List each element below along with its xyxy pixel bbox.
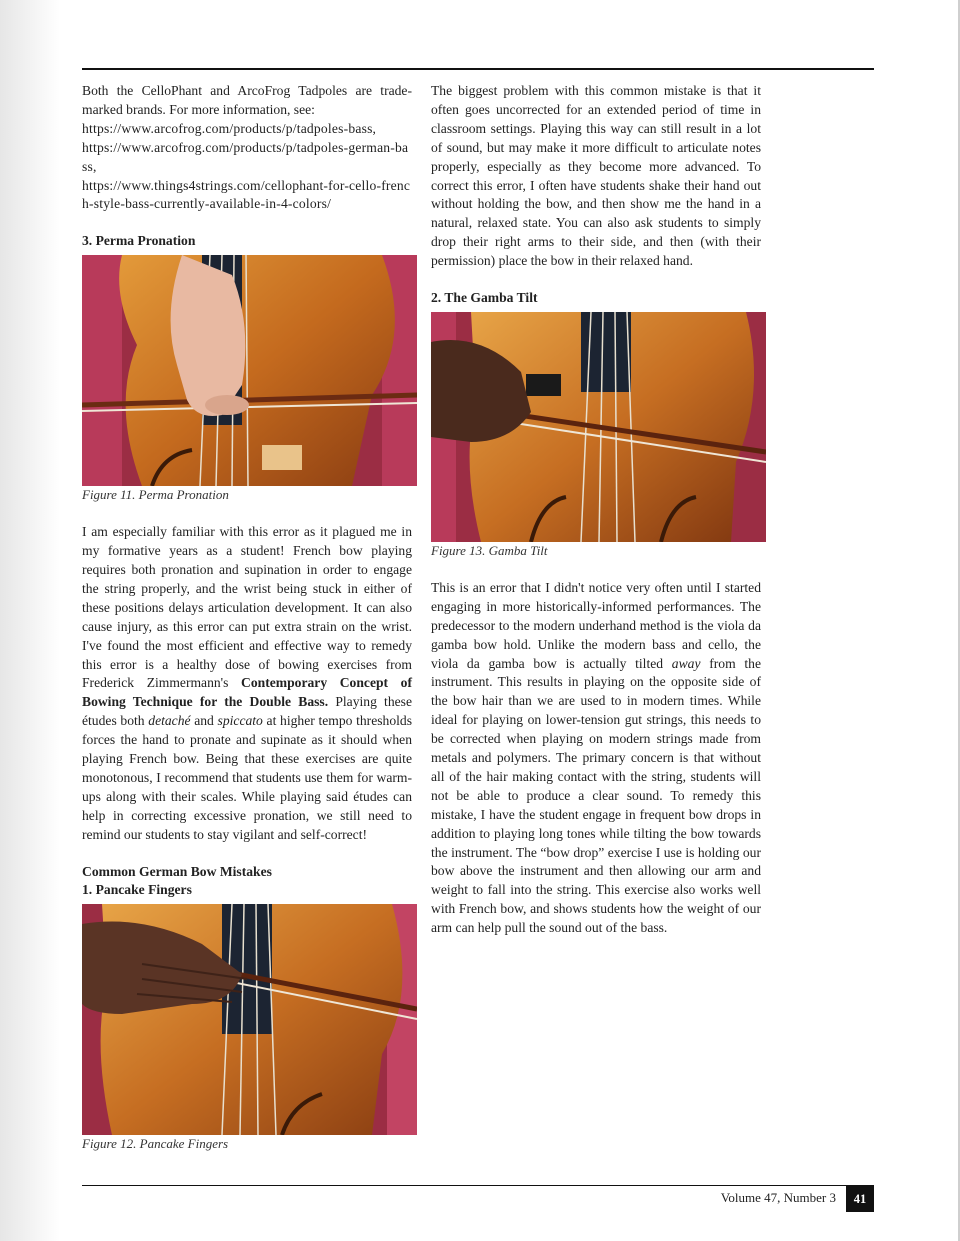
para-text: This is an error that I didn't notice very often until I started engaging in more historically-informed performances. The predecessor to the modern underhand method is the viola da gamba bow hold. Unlike the modern bass and cello, the viola da gamba bow is actually tilted [431,579,761,671]
term-detache: detaché [148,713,191,729]
figure-13-caption: Figure 13. Gamba Tilt [431,542,548,558]
bass-bow-photo-illustration [431,312,766,542]
footer-volume: Volume 47, Number 3 [720,1190,836,1205]
section-heading-gamba-tilt: 2. The Gamba Tilt [431,290,538,306]
bass-bow-photo-illustration [82,904,417,1135]
pancake-fingers-paragraph: The biggest problem with this common mistake is that it often goes uncorrected for an extended period of time in classroom settings. Playing this way can still result in a lot of sound, but may make it more difficult to articulate notes properly, especially as they become more advanced. To correct this error, I often have students shake their hand out without holding the bow, and then show me the hand in a natural, relaxed state. You can also ask students to simply drop their right arms to their side, and then (with their permission) place the bow in their relaxed hand. [431,83,761,269]
term-away: away [671,655,701,671]
gamba-tilt-paragraph [431,579,761,938]
section-heading-german-bow: Common German Bow Mistakes [82,863,272,879]
para-text: I am especially familiar with this error as it plagued me in my formative years as a student! French bow playing requires both pronation and supination in order to engage the string properly, and the wrist being stuck in either of these positions delays articulation development. It can also cause injury, as this error can put extra strain on the wrist. I've found the most efficient and effective way to remedy this error is a healthy dose of bowing exercises from Frederick Zimmermann's [82,524,412,691]
section-heading-pancake-fingers: 1. Pancake Fingers [82,882,192,898]
left-column [82,82,412,1154]
term-spiccato: spiccato [217,713,263,729]
figure-12-photo [82,904,417,1135]
para-text: Playing these études both [82,694,412,729]
bass-bow-photo-illustration [82,255,417,486]
header-rule [82,68,874,70]
right-column [431,82,761,938]
para-text: from the instrument. This results in playing on the opposite side of the bow hair than we are used to in modern times. While ideal for playing on lower-tension gut strings, this needs to be corrected when playing on modern strings made from metals and polymers. The primary concern is that without all of the hair making contact with the string, students will not be able to produce a clear sound. To remedy this mistake, I have the student engage in frequent bow drops in addition to playing long tones while tilting the bow towards the instrument. The “bow drop” exercise I use is holding our bow above the instrument and then allowing our arm and weight to fall into the string. This exercise also works well with French bow, and shows students how the weight of our arm can help pull the sound out of the bass. [431,655,761,936]
perma-pronation-paragraph [82,523,412,844]
figure-11-caption: Figure 11. Perma Pronation [82,487,229,503]
book-title: Contemporary Concept of Bowing Technique for the Double Bass. [82,675,412,710]
para-text: and [190,713,218,729]
section-heading-perma-pronation: 3. Perma Pronation [82,233,196,249]
url-link-2[interactable]: https://www.arcofrog.com/products/p/tadpoles-german-bass, [82,139,409,174]
url-link-1[interactable]: https://www.arcofrog.com/products/p/tadpoles-bass, [82,120,377,136]
footer-rule [82,1185,874,1186]
intro-paragraph: Both the CelloPhant and ArcoFrog Tadpoles are trade-marked brands. For more information, see: [82,83,412,117]
figure-11-photo [82,255,417,486]
url-link-3[interactable]: https://www.things4strings.com/cellophant-for-cello-french-style-bass-currently-available-in-4-colors/ [82,177,411,212]
figure-13-photo [431,312,766,542]
page-number: 41 [846,1186,874,1212]
figure-12-caption: Figure 12. Pancake Fingers [82,1136,229,1152]
para-text: at higher tempo thresholds forces the hand to pronate and supinate as it should when playing French bow. Being that these exercises are quite monotonous, I recommend that students use them for warm-ups along with their scales. While playing said études can help in correcting excessive pronation, we still need to remind our students to stay vigilant and self-correct! [82,713,412,842]
page-edge-shadow [0,0,60,1241]
